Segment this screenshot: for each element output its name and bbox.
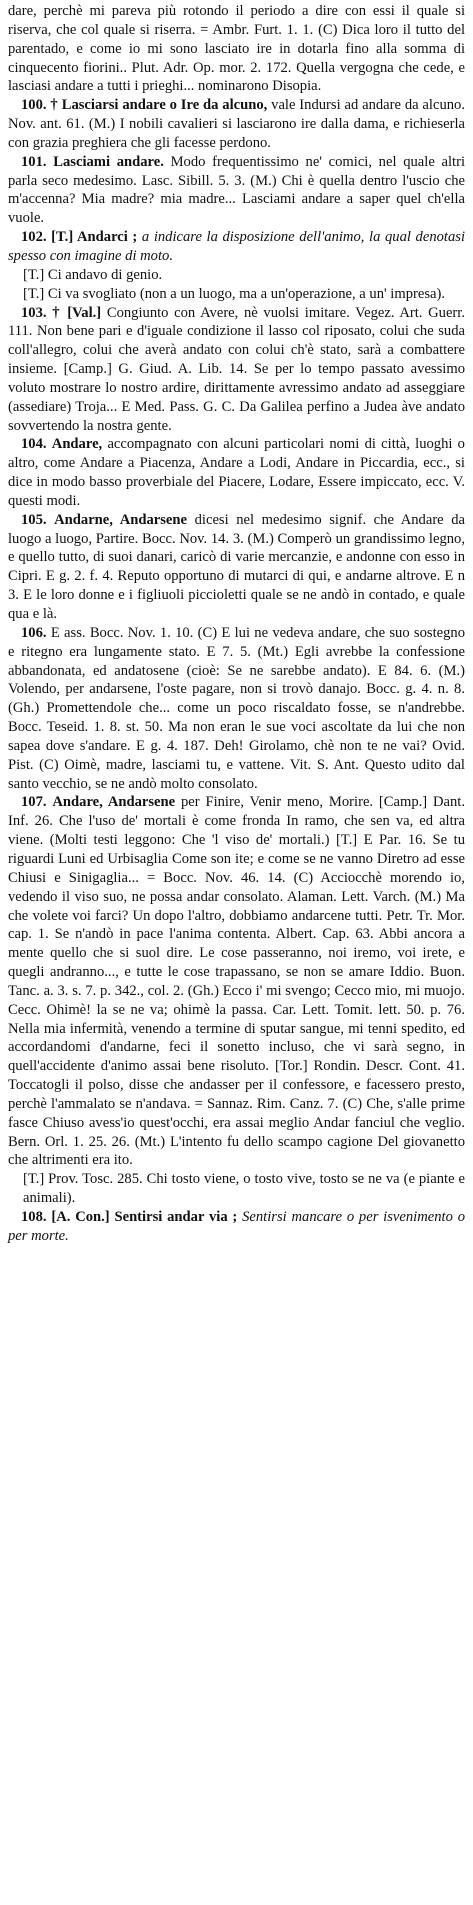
entry-body: Modo frequentissimo ne' comici, nel quale altri parla seco medesimo. Lasc. Sibill. 5. 3. (M.) Chi è quella dentro l'uscio che m'accenna? Mia madre? mia madre... Lasciami andare a saper quel ch'ella vuole. [8, 153, 465, 227]
entry-106 [8, 624, 465, 794]
entry-text [8, 2, 465, 96]
entry-108 [8, 1208, 465, 1246]
entry-101 [8, 153, 465, 228]
entry-number: 106. [21, 624, 47, 641]
entry-number: 108. [21, 1209, 47, 1225]
entry-body: a indicare la disposizione dell'animo, la qual denotasi spesso con imagine di moto. [8, 229, 466, 264]
entry-body: dicesi nel medesimo signif. che Andare da luogo a luogo, Partire. Bocc. Nov. 14. 3. (M.) Comperò un grandissimo legno, e quello tutto, di suoi danari, caricò di varie mercanzie, e andonne con esso in Cipri. E g. 2. f. 4. Reputo opportuno di mutarci di qui, e andarne altrove. E n 3. E le loro donne e i figliuoli piccioletti quale se ne andò in contado, e quale qua e là. [8, 511, 466, 622]
entry-body: Sentirsi mancare o per isvenimento o per morte. [8, 1209, 465, 1244]
entry-number: 104. [21, 436, 47, 453]
entry-headword: Andare, Andarsene [52, 794, 176, 811]
entry-headword: [A. Con.] Sentirsi andar via ; [51, 1209, 238, 1225]
entry-number: 105. [21, 511, 47, 528]
entry-headword: Andarne, Andarsene [54, 511, 188, 528]
entry-number: 103. [21, 304, 47, 321]
entry-body: per Finire, Venir meno, Morire. [Camp.] Dant. Inf. 26. Che l'uso de' mortali è come fronda In ramo, che sen va, ed altra viene. (Molti testi leggono: Che 'l viso de' mortali.) [T.] E Par. 16. Se tu riguardi Luni ed Urbisaglia Come son ite; e come se ne vanno Diretro ad esse Chiusi e Sinigaglia... = Bocc. Nov. 46. 14. (C) Acciocchè morendo io, vedendo il viso suo, ne possa andar consolato. Alaman. Lett. Varch. (M.) Ma che volete voi farci? Un dopo l'altro, dobbiamo andarcene tutti. Petr. Tr. Mor. cap. 1. Se n'andò in pace l'anima contenta. Albert. Cap. 63. Abbi ancora a mente quello che si suol dire. Le cose passeranno, noi iremo, voi irete, e quegli andranno..., e tutte le cose trapassano, se non se amare Iddio. Buon. Tanc. a. 3. s. 7. p. 342., col. 2. (Gh.) Ecco i' mi svengo; Cecco mio, mi muojo. Cecc. Ohimè! la se ne va; ohimè la passa. Car. Lett. Tomit. lett. 50. p. 76. Nella mia infermità, venendo a termine di sputar sangue, mi tenni spedito, ed accordandomi d'andarne, feci il sonetto incluso, che vi sarà segno, in quell'accidente d'animo assai bene risoluto. [Tor.] Rondin. Descr. Cont. 41. Toccatogli il polso, disse che andasser per il confessore, e facessero presto, perchè l'ammalato se n'andava. = Sannaz. Rim. Canz. 7. (C) Che, s'alle prime fasce Chiuso avess'io quest'occhi, era assai meglio Andar fanciul che veglio. Bern. Orl. 1. 25. 26. (Mt.) L'intento fu dello scampo cagione Del giovanetto che altrimenti era ito. [8, 794, 465, 1169]
entry-continuation [8, 2, 465, 96]
entry-104 [8, 435, 465, 510]
entry-body: E ass. Bocc. Nov. 1. 10. (C) E lui ne vedeva andare, che suo sostegno e ritegno era lungamente stato. E 7. 5. (Mt.) Egli avrebbe la confessione abbandonata, ed andatosene (cioè: Se ne sarebbe andato). E 84. 6. (M.) Volendo, per andarsene, l'oste pagare, non si trovò danajo. Bocc. g. 4. n. 8. (Gh.) Promettendole che... come un poco riscaldato fosse, se n'andrebbe. Bocc. Teseid. 1. 8. st. 50. Ma non eran le sue voci ascoltate da lui che non sapea dove s'andare. E g. 4. 187. Deh! Girolamo, chè non te ne vai? Ovid. Pist. (C) Oimè, madre, lasciami tu, e vattene. Vit. S. Ant. Questo udito dal santo vecchio, se ne andò molto consolato. [8, 624, 465, 792]
entry-number: 102. [21, 229, 47, 246]
entry-headword: † Lasciarsi andare o Ire da alcuno, [50, 97, 268, 114]
entry-103 [8, 304, 465, 436]
entry-headword: Lasciami andare. [53, 153, 164, 170]
entry-107 [8, 793, 465, 1208]
entry-body: vale Indursi ad andare da alcuno. Nov. ant. 61. (M.) I nobili cavalieri si lasciarono ire dalla dama, e richieserla con grazia preghiera che gli facesse perdono. [8, 97, 465, 151]
entry-headword: Andare, [51, 436, 103, 453]
entry-100 [8, 96, 465, 153]
entry-headword: † [Val.] [52, 304, 102, 321]
entry-subsense: [T.] Prov. Tosc. 285. Chi tosto viene, o tosto vive, tosto se ne va (e piante e animali). [23, 1171, 465, 1207]
entry-subsense: [T.] Ci andavo di genio. [23, 266, 163, 283]
entry-105 [8, 511, 465, 624]
entry-number: 100. [21, 97, 47, 114]
entry-body: Congiunto con Avere, nè vuolsi imitare. Vegez. Art. Guerr. 111. Non bene pari e d'iguale condizione il lasso col riposato, colui che suda coll'allegro, colui che averà andato con colui ch'è stato, sarà a combattere insieme. [Camp.] G. Giud. A. Lib. 14. Se per lo tempo passato avessimo voluto mostrare lo nostro ardire, dirittamente avressimo andato ad asseggiare (assediare) Troja... E Med. Pass. G. C. Da Galilea perfino a Judea àve andato sovvertendo la nostra gente. [8, 304, 465, 434]
entry-102 [8, 228, 465, 303]
entry-number: 107. [21, 794, 47, 811]
entry-body: dare, perchè mi pareva più rotondo il periodo a dire con essi il quale si riserva, che col quale si riserra. = Ambr. Furt. 1. 1. (C) Dica loro il tutto del parentado, e come io mi sono lasciato ire in dotarla fino alla somma di cinquecento fiorini.. Plut. Adr. Op. mor. 2. 172. Quella vergogna che cede, e lasciasi andare a tutti i prieghi... nominarono Disopia. [8, 3, 465, 95]
entry-subsense: [T.] Ci va svogliato (non a un luogo, ma a un'operazione, a un' impresa). [23, 285, 446, 302]
entry-number: 101. [21, 153, 47, 170]
entry-headword: [T.] Andarci ; [51, 229, 138, 246]
entry-body: accompagnato con alcuni particolari nomi di città, luoghi o altro, come Andare a Piacenza, Andare a Lodi, Andare in Piccardia, ecc., si dice in modo basso proverbiale del Piacere, Lodare, Essere impiccato, ecc. V. questi modi. [8, 436, 465, 509]
